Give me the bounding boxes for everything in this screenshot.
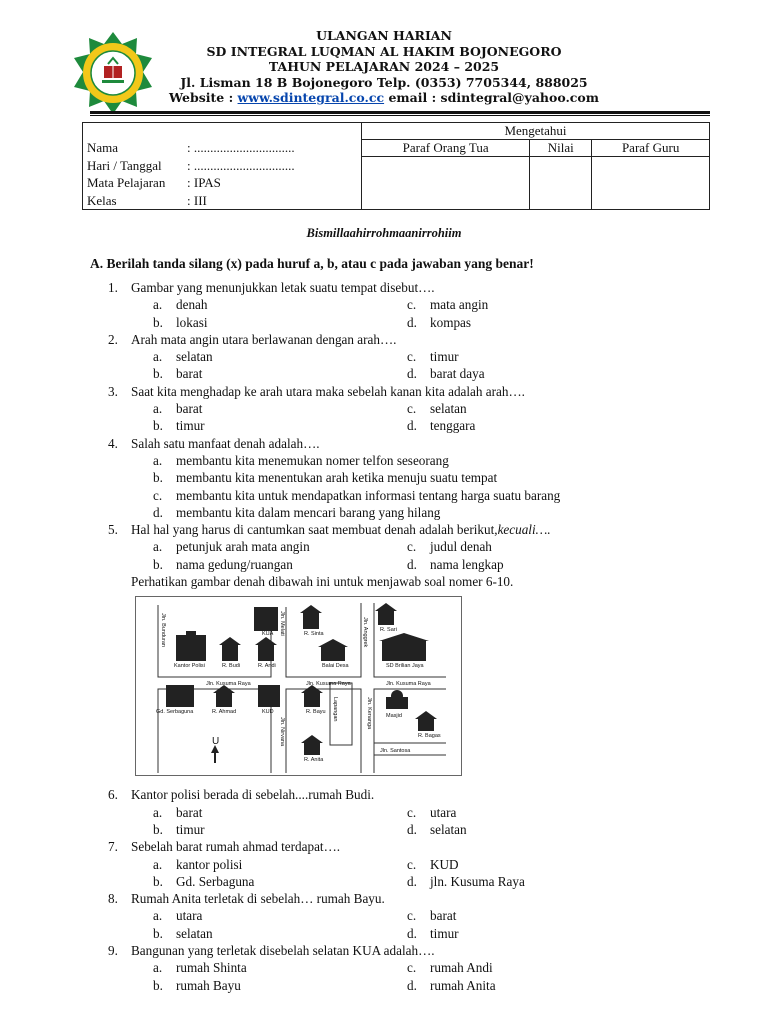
map-label-r-sinta: R. Sinta [304, 631, 324, 638]
option[interactable]: d. timur [407, 925, 459, 941]
option[interactable]: c. utara [407, 804, 457, 820]
option[interactable]: c. rumah Andi [407, 960, 493, 976]
option[interactable]: a. rumah Shinta [153, 960, 247, 976]
option[interactable]: d. nama lengkap [407, 556, 504, 572]
map-label-jln-anggrek: Jln. Anggrek [362, 617, 368, 648]
student-identity [83, 123, 362, 210]
options-8 [108, 907, 718, 942]
map-label-kua: KUA [262, 631, 274, 638]
identity-table [82, 122, 710, 210]
options-4 [108, 452, 718, 521]
option[interactable]: d. membantu kita dalam mencari barang yang hilang [153, 504, 441, 520]
option[interactable]: d. rumah Anita [407, 977, 496, 993]
option[interactable]: b. lokasi [153, 314, 208, 330]
option[interactable]: a. barat [153, 804, 203, 820]
header-rule-thick [90, 111, 710, 114]
academic-year: TAHUN PELAJARAN 2024 – 2025 [268, 59, 500, 74]
options-9 [108, 959, 718, 994]
map-label-r-sari: R. Sari [380, 627, 397, 634]
map-label-sd-brilian: SD Brilian Jaya [386, 663, 424, 670]
contact-line [0, 90, 768, 106]
option[interactable]: a. barat [153, 401, 203, 417]
website-label: Website : [169, 90, 238, 105]
map-label-jln-kusuma-1: Jln. Kusuma Raya [206, 681, 251, 688]
paraf-orang-tua-box[interactable] [362, 157, 530, 210]
school-name: SD INTEGRAL LUQMAN AL HAKIM BOJONEGORO [206, 43, 562, 59]
identity-row-kelas: Kelas : III [87, 192, 207, 208]
options-5 [108, 538, 718, 573]
website-link[interactable]: www.sdintegral.co.cc [237, 90, 385, 105]
map-label-lapangan: Lapangan [332, 697, 338, 722]
question-8: 8. Rumah Anita terletak di sebelah… rumah Bayu. [108, 891, 385, 907]
map-label-r-bagas: R. Bagas [418, 733, 441, 740]
map-label-kantor-polisi: Kantor Polisi [174, 663, 205, 670]
map-label-r-bayu: R. Bayu [306, 709, 326, 716]
option[interactable]: c. membantu kita untuk mendapatkan informasi tentang harga suatu barang [153, 487, 561, 503]
paraf-guru-box[interactable] [592, 157, 710, 210]
section-a-instruction: A. Berilah tanda silang (x) pada huruf a, b, atau c pada jawaban yang benar! [90, 256, 534, 271]
option[interactable]: d. tenggara [407, 418, 476, 434]
question-9: 9. Bangunan yang terletak disebelah selatan KUA adalah…. [108, 943, 435, 959]
option[interactable]: b. timur [153, 821, 205, 837]
question-2: 2. Arah mata angin utara berlawanan dengan arah…. [108, 331, 397, 347]
identity-row-nama: Nama : ............................... [87, 140, 295, 155]
map-label-masjid: Masjid [386, 713, 402, 720]
map-label-jln-nirvana: Jln. Nirvana [279, 717, 285, 747]
col-paraf-guru: Paraf Guru [592, 140, 710, 157]
map-label-r-budi: R. Budi [222, 663, 241, 670]
question-list [108, 279, 718, 994]
map-label-gd-serbaguna: Gd. Serbaguna [156, 709, 194, 716]
identity-row-mapel: Mata Pelajaran : IPAS [87, 175, 221, 190]
map-intro: Perhatikan gambar denah dibawah ini untuk menjawab soal nomer 6-10. [131, 574, 514, 590]
question-7: 7. Sebelah barat rumah ahmad terdapat…. [108, 839, 341, 855]
option[interactable]: c. judul denah [407, 539, 492, 555]
map-label-jln-melati: Jln. Melati [279, 611, 285, 637]
question-6: 6. Kantor polisi berada di sebelah....rumah Budi. [108, 787, 375, 803]
email-text: email : sdintegral@yahoo.com [384, 90, 599, 105]
option[interactable]: d. barat daya [407, 366, 485, 382]
options-6 [108, 804, 718, 839]
option[interactable]: b. rumah Bayu [153, 977, 241, 993]
option[interactable]: c. KUD [407, 856, 459, 872]
options-1 [108, 296, 718, 331]
options-7 [108, 856, 718, 891]
nilai-box[interactable] [530, 157, 592, 210]
option[interactable]: b. timur [153, 418, 205, 434]
option[interactable]: a. kantor polisi [153, 856, 243, 872]
option[interactable]: c. mata angin [407, 297, 489, 313]
map-label-jln-kenanga: Jln. Kenanga [366, 697, 372, 730]
col-paraf-orang-tua: Paraf Orang Tua [362, 140, 530, 157]
denah-map [135, 596, 462, 776]
question-4: 4. Salah satu manfaat denah adalah…. [108, 435, 320, 451]
option[interactable]: a. petunjuk arah mata angin [153, 539, 310, 555]
option[interactable]: c. timur [407, 349, 459, 365]
map-label-jln-santosa: Jln. Santosa [380, 748, 411, 755]
map-label-jln-kusuma-3: Jln. Kusuma Raya [386, 681, 431, 688]
map-label-r-anita: R. Anita [304, 757, 324, 764]
option[interactable]: d. jln. Kusuma Raya [407, 873, 525, 889]
map-label-jln-kusuma-2: Jln. Kusuma Raya [306, 681, 351, 688]
map-label-r-ahmad: R. Ahmad [212, 709, 237, 716]
question-1: 1. Gambar yang menunjukkan letak suatu tempat disebut…. [108, 280, 435, 295]
options-3 [108, 400, 718, 435]
map-label-r-andi: R. Andi [258, 663, 276, 670]
option[interactable]: d. selatan [407, 821, 467, 837]
option[interactable]: c. selatan [407, 401, 467, 417]
bismillah: Bismillaahirrohmaanirrohiim [306, 226, 462, 240]
question-5-italic: kecuali…. [497, 522, 551, 538]
north-arrow-label: U [212, 736, 220, 748]
option[interactable]: b. selatan [153, 925, 213, 941]
map-label-balai-desa: Balai Desa [322, 663, 349, 670]
option[interactable]: c. barat [407, 908, 457, 924]
map-drawing [136, 597, 461, 775]
option[interactable]: a. selatan [153, 349, 213, 365]
school-header [0, 28, 768, 106]
option[interactable]: b. Gd. Serbaguna [153, 873, 255, 889]
option[interactable]: a. denah [153, 297, 208, 313]
col-nilai: Nilai [530, 140, 592, 157]
header-rule-thin [90, 115, 710, 116]
map-label-kud: KUD [262, 709, 274, 716]
mengetahui-header: Mengetahui [362, 123, 710, 140]
option[interactable]: a. membantu kita menemukan nomer telfon seseorang [153, 452, 449, 468]
options-2 [108, 348, 718, 383]
option[interactable]: b. nama gedung/ruangan [153, 556, 293, 572]
map-label-jln-bunduran: Jln. Bunduran [160, 613, 166, 648]
question-5: 5. Hal hal yang harus di cantumkan saat membuat denah adalah berikut,kecuali…. [108, 522, 551, 538]
identity-row-tanggal: Hari / Tanggal : ............................... [87, 157, 295, 173]
option[interactable]: b. membantu kita menentukan arah ketika menuju suatu tempat [153, 470, 498, 486]
header-title: ULANGAN HARIAN [316, 28, 452, 43]
option[interactable]: b. barat [153, 366, 203, 382]
option[interactable]: a. utara [153, 908, 203, 924]
question-3: 3. Saat kita menghadap ke arah utara maka sebelah kanan kita adalah arah…. [108, 383, 525, 399]
option[interactable]: d. kompas [407, 314, 472, 330]
school-address: Jl. Lisman 18 B Bojonegoro Telp. (0353) 7705344, 888025 [180, 74, 588, 90]
